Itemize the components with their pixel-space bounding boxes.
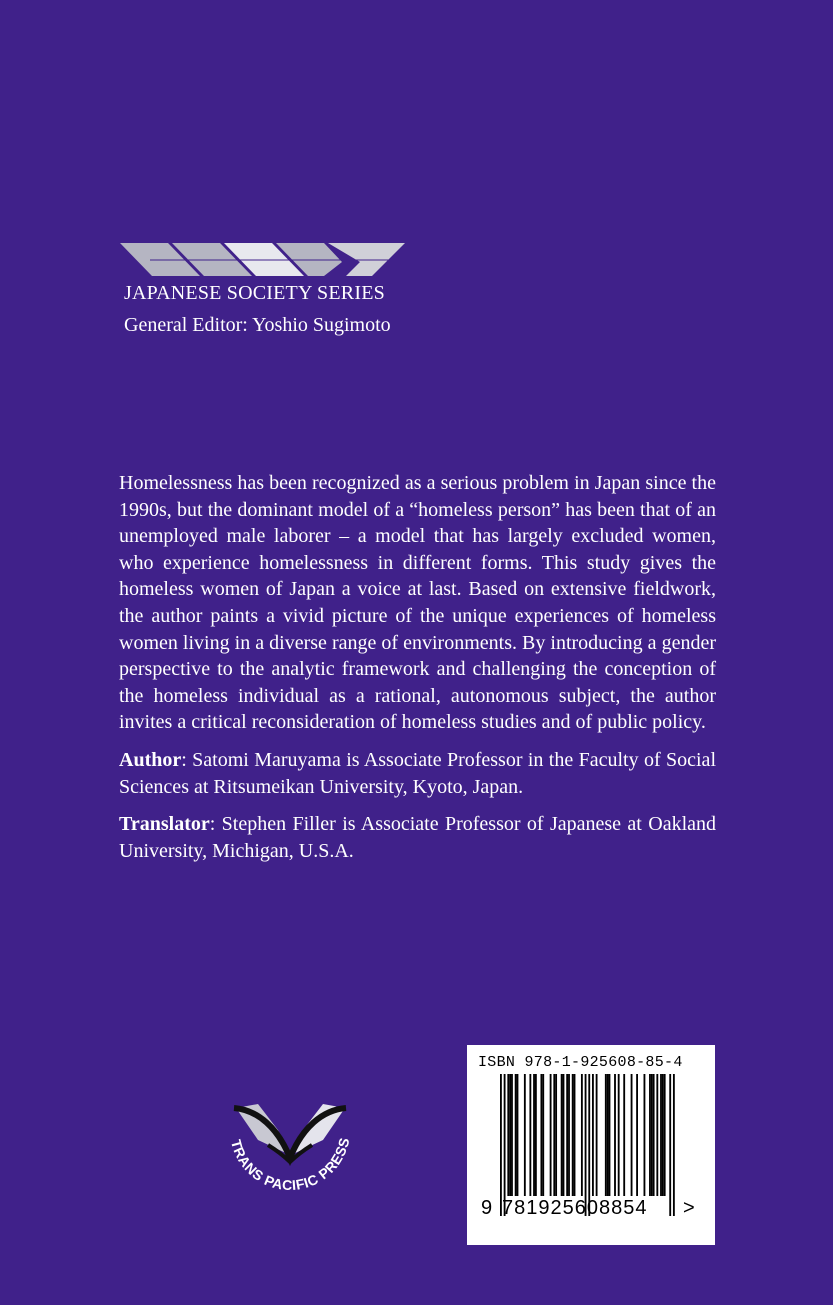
barcode-bar <box>517 1074 519 1196</box>
translator-paragraph <box>119 811 716 864</box>
author-label: Author <box>119 748 182 771</box>
barcode-bar <box>605 1074 607 1196</box>
isbn-barcode <box>467 1045 715 1245</box>
ean-first-digit: 9 <box>481 1197 493 1219</box>
barcode-guard-bar <box>669 1074 671 1216</box>
barcode-bar <box>511 1074 513 1196</box>
ean-arrow: > <box>683 1197 695 1219</box>
barcode-bar <box>614 1074 616 1196</box>
barcode-bar <box>664 1074 666 1196</box>
isbn-number: ISBN 978-1-925608-85-4 <box>478 1054 683 1071</box>
barcode-bar <box>553 1074 555 1196</box>
barcode-bar <box>662 1074 664 1196</box>
barcode-bar <box>631 1074 633 1196</box>
barcode-bar <box>651 1074 653 1196</box>
author-text: : Satomi Maruyama is Associate Professor in the Faculty of Social Sciences at Ritsumeikan University, Kyoto, Japan. <box>119 748 716 798</box>
barcode-bar <box>550 1074 552 1196</box>
series-editor: General Editor: Yoshio Sugimoto <box>124 314 391 336</box>
barcode-bar <box>574 1074 576 1196</box>
barcode-bar <box>660 1074 662 1196</box>
barcode-bar <box>515 1074 517 1196</box>
barcode-bar <box>609 1074 611 1196</box>
barcode-bar <box>581 1074 583 1196</box>
barcode-bar <box>540 1074 542 1196</box>
barcode-bar <box>592 1074 594 1196</box>
barcode-bar <box>572 1074 574 1196</box>
barcode-bar <box>607 1074 609 1196</box>
ean-digits: 781925608854 <box>502 1197 648 1219</box>
barcode-bar <box>563 1074 565 1196</box>
barcode-bar <box>636 1074 638 1196</box>
barcode-bar <box>649 1074 651 1196</box>
barcode-guard-bar <box>585 1074 587 1216</box>
barcode-bar <box>623 1074 625 1196</box>
barcode-bar <box>561 1074 563 1196</box>
barcode-guard-bar <box>500 1074 502 1216</box>
barcode-guard-bar <box>673 1074 675 1216</box>
barcode-bar <box>524 1074 526 1196</box>
barcode-bar <box>618 1074 620 1196</box>
barcode-bar <box>566 1074 568 1196</box>
barcode-bar <box>555 1074 557 1196</box>
description-paragraph: Homelessness has been recognized as a serious problem in Japan since the 1990s, but the dominant model of a “homeless person” has been that of an unemployed male laborer – a model that has largely excluded women, who experience homelessness in different forms. This study gives the homeless women of Japan a voice at last. Based on extensive fieldwork, the author paints a vivid picture of the unique experiences of homeless women living in a diverse range of environments. By introducing a gender perspective to the analytic framework and challenging the conception of the homeless individual as a rational, autonomous subject, the author invites a critical reconsideration of homeless studies and of public policy. <box>119 472 716 734</box>
barcode-bar <box>644 1074 646 1196</box>
author-paragraph <box>119 747 716 800</box>
publisher-logo <box>218 1100 363 1200</box>
series-logo <box>120 242 405 278</box>
barcode-bar <box>529 1074 531 1196</box>
barcode-bar <box>507 1074 509 1196</box>
translator-label: Translator <box>119 813 210 836</box>
translator-text: : Stephen Filler is Associate Professor of Japanese at Oakland University, Michigan, U.S.A. <box>119 813 716 862</box>
barcode-bar <box>542 1074 544 1196</box>
barcode-bar <box>656 1074 658 1196</box>
barcode-bar <box>653 1074 655 1196</box>
barcode-bar <box>509 1074 511 1196</box>
barcode-bar <box>596 1074 598 1196</box>
barcode-bar <box>533 1074 535 1196</box>
back-cover-blurb <box>119 470 716 875</box>
barcode-bar <box>568 1074 570 1196</box>
barcode-bar <box>535 1074 537 1196</box>
barcode-guard-bar <box>504 1074 506 1216</box>
publisher-logo-text: TRANS PACIFIC PRESS <box>227 1135 353 1194</box>
barcode-guard-bar <box>588 1074 590 1216</box>
series-title: JAPANESE SOCIETY SERIES <box>124 282 385 304</box>
